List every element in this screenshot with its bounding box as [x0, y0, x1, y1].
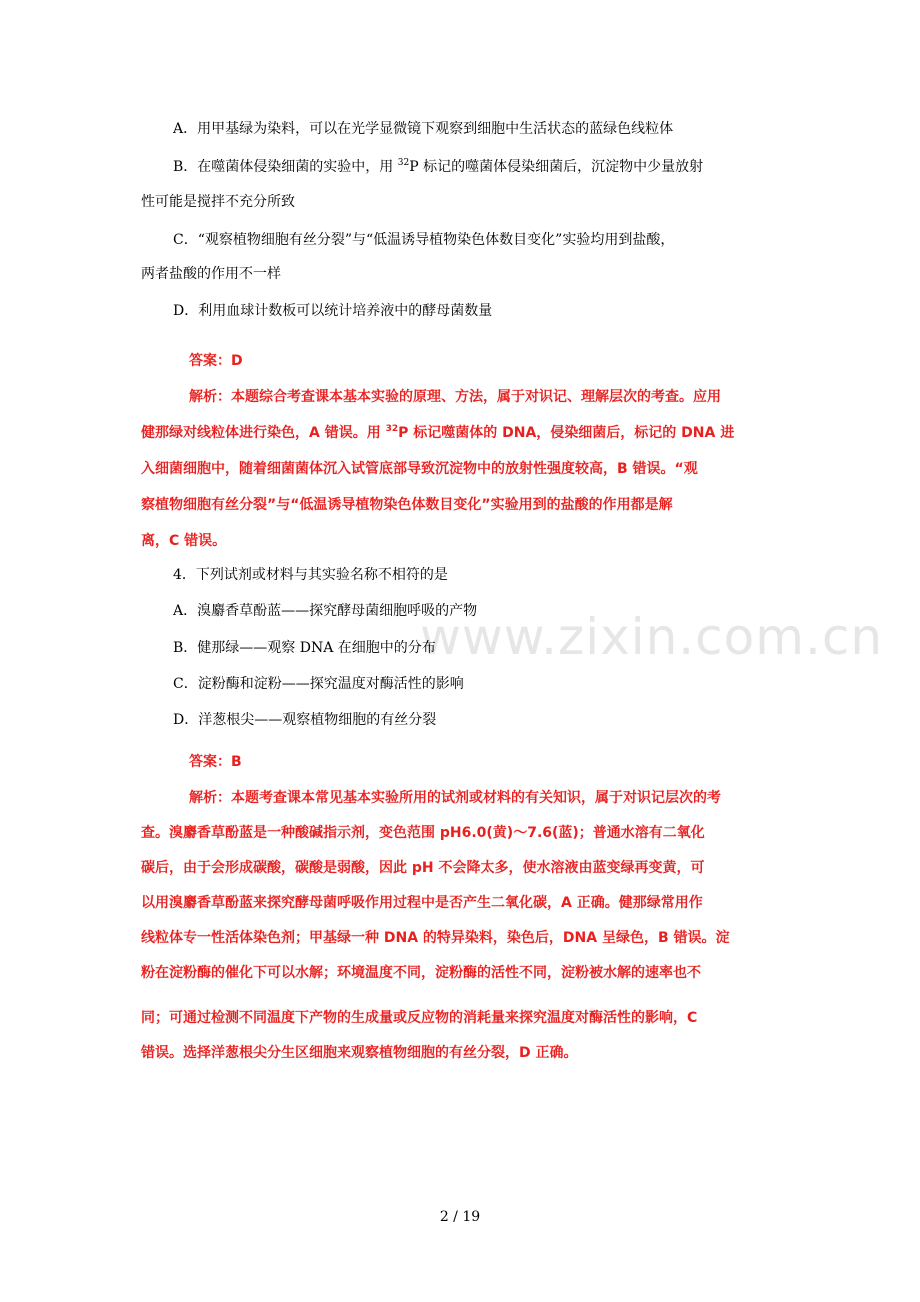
q4-analysis-line-5: 线粒体专一性活体染色剂；甲基绿一种 DNA 的特异染料，染色后，DNA 呈绿色，B 错误。淀	[141, 930, 730, 946]
q3-analysis-line-1: 解析：本题综合考查课本基本实验的原理、方法，属于对识记、理解层次的考查。应用	[189, 389, 721, 405]
q4-option-c: C．淀粉酶和淀粉——探究温度对酶活性的影响	[173, 676, 464, 692]
q3-option-a: A．用甲基绿为染料，可以在光学显微镜下观察到细胞中生活状态的蓝绿色线粒体	[173, 121, 674, 137]
q4-analysis-line-3: 碳后，由于会形成碳酸，碳酸是弱酸，因此 pH 不会降太多，使水溶液由蓝变绿再变黄，可	[141, 860, 705, 876]
q4-option-b: B．健那绿——观察 DNA 在细胞中的分布	[173, 640, 436, 656]
q3-option-c: C．“观察植物细胞有丝分裂”与“低温诱导植物染色体数目变化”实验均用到盐酸，	[173, 232, 675, 248]
page-number: 2 / 19	[439, 1209, 481, 1225]
q4-analysis-line-8: 错误。选择洋葱根尖分生区细胞来观察植物细胞的有丝分裂，D 正确。	[141, 1045, 578, 1061]
q3-option-b-cont: 性可能是搅拌不充分所致	[141, 194, 295, 210]
q3-analysis-line-5: 离，C 错误。	[141, 533, 227, 549]
q4-analysis-line-1: 解析：本题考查课本常见基本实验所用的试剂或材料的有关知识，属于对识记层次的考	[189, 790, 721, 806]
q3-option-c-cont: 两者盐酸的作用不一样	[141, 266, 281, 282]
q3-analysis-line-3: 入细菌细胞中，随着细菌菌体沉入试管底部导致沉淀物中的放射性强度较高，B 错误。“观	[141, 461, 698, 477]
q3-analysis-line-2: 健那绿对线粒体进行染色，A 错误。用 $^{32}$P 标记噬菌体的 DNA，侵染细菌后，标记的 DNA 进	[141, 424, 735, 441]
watermark: www.zixin.com.cn	[420, 608, 884, 666]
q3-option-d: D．利用血球计数板可以统计培养液中的酵母菌数量	[173, 303, 493, 319]
q3-option-b: B．在噬菌体侵染细菌的实验中，用 $^{32}$P 标记的噬菌体侵染细菌后，沉淀物中少量放射	[173, 158, 704, 175]
q4-analysis-line-7: 同；可通过检测不同温度下产物的生成量或反应物的消耗量来探究温度对酶活性的影响，C	[141, 1010, 698, 1026]
q4-option-a: A．溴麝香草酚蓝——探究酵母菌细胞呼吸的产物	[173, 603, 478, 619]
isotope-superscript: 32	[397, 158, 410, 168]
q4-answer: 答案：B	[189, 754, 242, 770]
q4-analysis-line-6: 粉在淀粉酶的催化下可以水解；环境温度不同，淀粉酶的活性不同，淀粉被水解的速率也不	[141, 965, 701, 981]
q4-option-d: D．洋葱根尖——观察植物细胞的有丝分裂	[173, 712, 437, 728]
q3-answer: 答案：D	[189, 353, 243, 369]
q4-analysis-line-2: 查。溴麝香草酚蓝是一种酸碱指示剂，变色范围 pH6.0(黄)～7.6(蓝)；普通水溶有二氧化	[141, 825, 705, 841]
q3-analysis-line-4: 察植物细胞有丝分裂”与“低温诱导植物染色体数目变化”实验用到的盐酸的作用都是解	[141, 497, 673, 513]
q4-question: 4．下列试剂或材料与其实验名称不相符的是	[173, 567, 448, 583]
isotope-superscript: 32	[385, 424, 399, 434]
q4-analysis-line-4: 以用溴麝香草酚蓝来探究酵母菌呼吸作用过程中是否产生二氧化碳，A 正确。健那绿常用作	[141, 895, 703, 911]
